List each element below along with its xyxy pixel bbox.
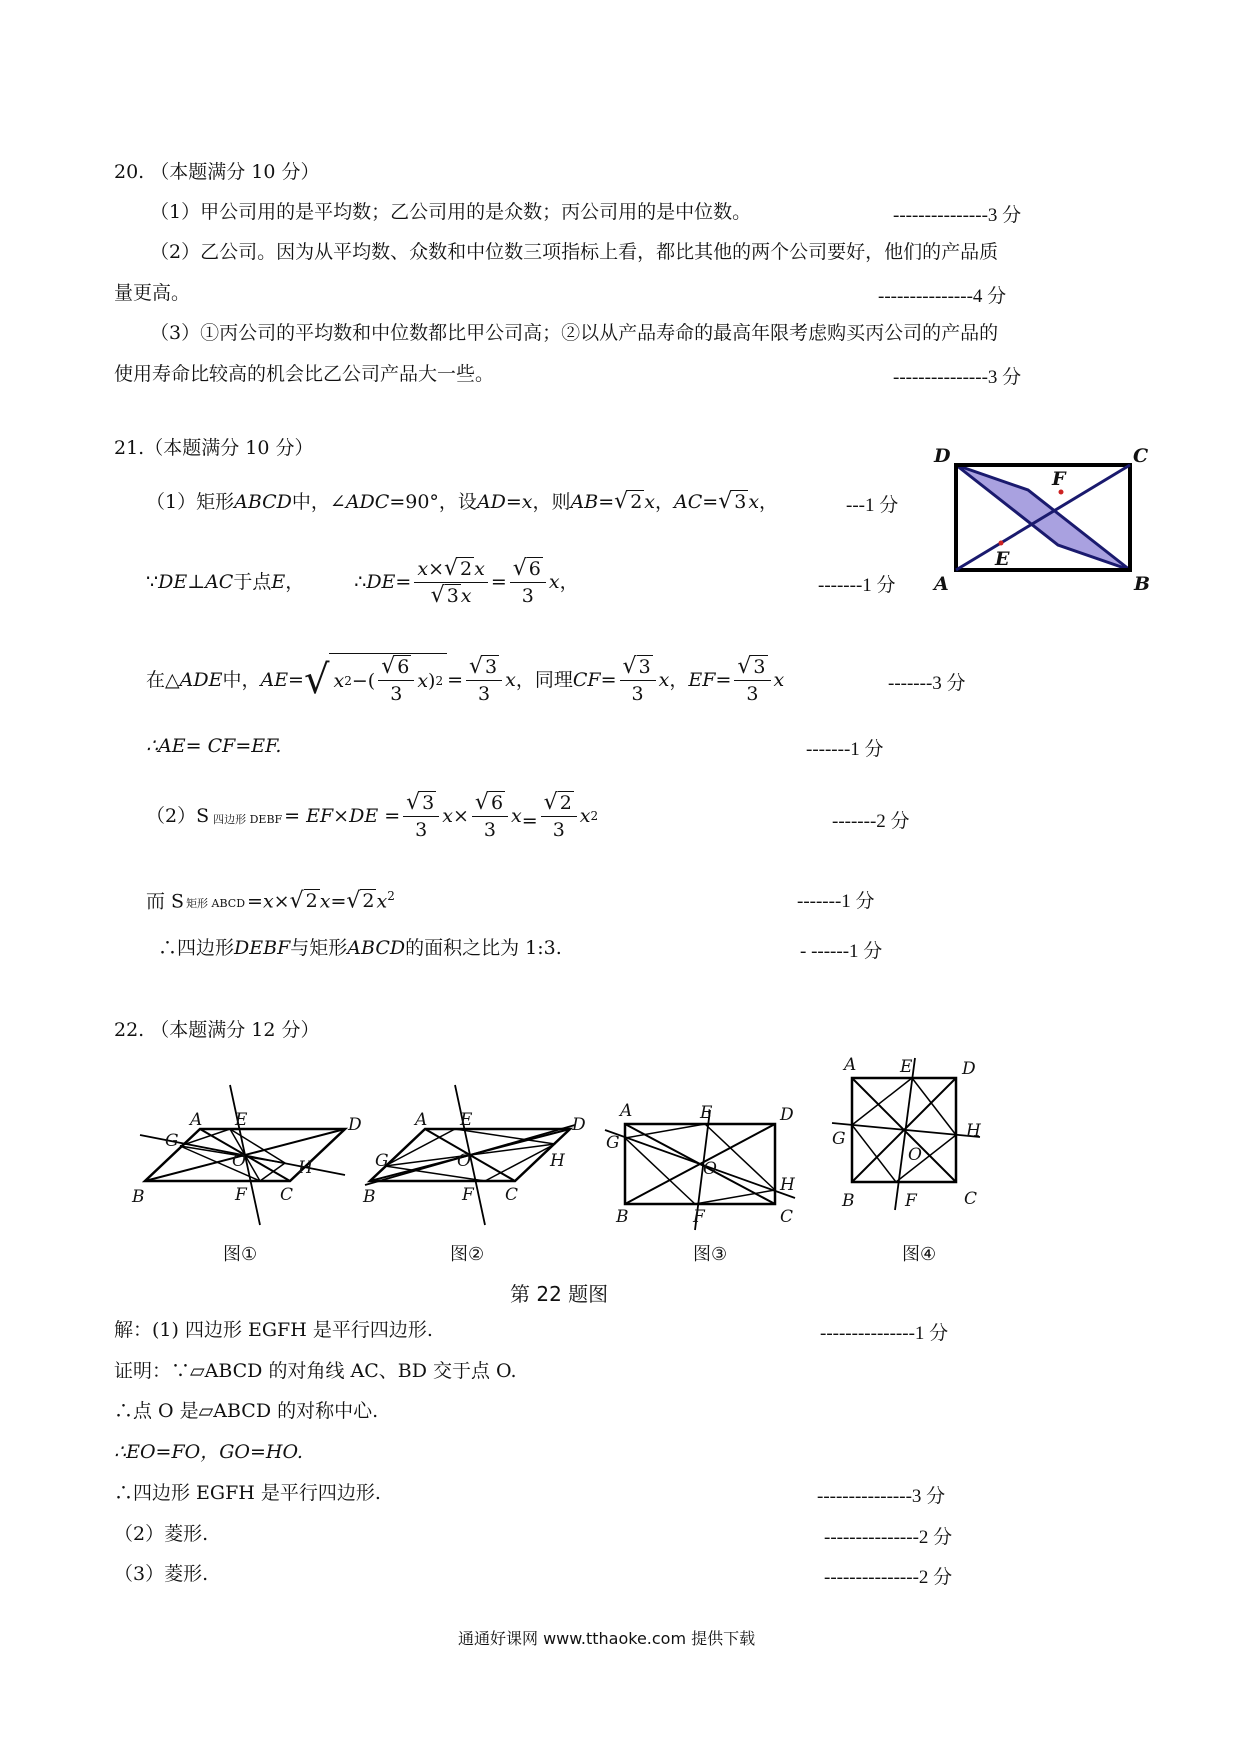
svg-text:E: E: [460, 1110, 473, 1130]
svg-text:D: D: [572, 1115, 586, 1135]
label-c: C: [1133, 445, 1149, 467]
svg-text:F: F: [905, 1191, 917, 1211]
label-d: D: [934, 445, 951, 467]
svg-text:F: F: [693, 1207, 705, 1227]
svg-text:B: B: [132, 1187, 145, 1207]
svg-text:G: G: [165, 1131, 179, 1151]
q20-part1: （1）甲公司用的是平均数；乙公司用的是众数；丙公司用的是中位数。: [150, 201, 752, 223]
q21-line4-score: -------1 分: [806, 739, 884, 760]
svg-text:B: B: [363, 1187, 376, 1207]
fig-caption-3: 图③: [693, 1244, 728, 1265]
svg-text:D: D: [962, 1059, 976, 1079]
q22-proof-1: 证明：∵▱ABCD 的对角线 AC、BD 交于点 O.: [114, 1360, 517, 1382]
svg-text:F: F: [462, 1185, 474, 1205]
label-a: A: [934, 573, 949, 595]
point-f: [1059, 490, 1064, 495]
label-f: F: [1052, 468, 1066, 490]
svg-text:H: H: [966, 1121, 981, 1141]
q22-proof-4: ∴四边形 EGFH 是平行四边形.: [114, 1482, 381, 1504]
q20-part3-line2: 使用寿命比较高的机会比乙公司产品大一些。: [114, 363, 495, 385]
label-b: B: [1134, 573, 1150, 595]
svg-text:H: H: [780, 1175, 795, 1195]
q22-part3: （3）菱形.: [114, 1563, 209, 1585]
svg-text:O: O: [457, 1151, 471, 1171]
q21-line4: ∴AE= CF=EF.: [146, 735, 282, 757]
svg-text:A: A: [620, 1101, 633, 1121]
q21-line2: ∵ DE⊥AC 于点 E ， ∴ DE= $\frac{x\times√ 2 x}{√ 3 x}$ = $\frac{√ 6}{3}$ x ，: [146, 555, 579, 608]
q21-line6-score: -------1 分: [797, 891, 875, 912]
q22-proof-4-score: ---------------3 分: [817, 1486, 946, 1507]
svg-text:O: O: [232, 1151, 246, 1171]
q21-line2-score: -------1 分: [818, 575, 896, 596]
fig-caption-2: 图②: [450, 1244, 485, 1265]
svg-text:E: E: [900, 1057, 913, 1077]
svg-text:C: C: [280, 1185, 294, 1205]
fig-caption-4: 图④: [902, 1244, 937, 1265]
svg-text:A: A: [415, 1110, 428, 1130]
q21-line3-score: -------3 分: [888, 673, 966, 694]
label-e: E: [995, 548, 1010, 570]
q21-rectangle-figure: [930, 440, 1150, 595]
svg-text:D: D: [348, 1115, 362, 1135]
q21-line3: 在△ ADE 中， AE= √ x 2 −( $\frac{√ 6}{3}$ x ) 2 = $\frac{√ 3}{3}$ x ， 同理 CF= $\frac{√ 3}{3}$ x ， EF= $\frac{√ 3}{3}$ x: [146, 653, 785, 705]
q21-line5-score: -------2 分: [832, 811, 910, 832]
q22-solution-1: 解：(1) 四边形 EGFH 是平行四边形.: [114, 1319, 433, 1341]
q22-part2: （2）菱形.: [114, 1523, 209, 1545]
svg-text:E: E: [235, 1110, 248, 1130]
figure-2: [362, 1085, 586, 1225]
figure-title: 第 22 题图: [510, 1282, 609, 1306]
figure-4: [832, 1055, 982, 1211]
svg-text:A: A: [190, 1110, 203, 1130]
svg-text:C: C: [505, 1185, 519, 1205]
point-e: [999, 541, 1004, 546]
svg-text:C: C: [780, 1207, 794, 1227]
q21-line5: （2）S 四边形 DEBF = EF×DE = $\frac{√ 3}{3}$ x × $\frac{√ 6}{3}$ x = $\frac{√ 2}{3}$ x 2: [146, 789, 599, 841]
svg-text:B: B: [842, 1191, 855, 1211]
q20-part2-score: ---------------4 分: [878, 286, 1007, 307]
q20-part3-score: ---------------3 分: [893, 367, 1022, 388]
fig-caption-1: 图①: [223, 1244, 258, 1265]
svg-text:O: O: [908, 1145, 922, 1165]
q22-part2-score: ---------------2 分: [824, 1527, 953, 1548]
q21-line7: ∴四边形DEBF与矩形ABCD的面积之比为 1:3.: [158, 937, 562, 959]
svg-text:F: F: [235, 1185, 247, 1205]
q20-part2-line1: （2）乙公司。因为从平均数、众数和中位数三项指标上看，都比其他的两个公司要好，他们的产品质: [150, 241, 999, 263]
q21-heading: 21.（本题满分 10 分）: [114, 437, 314, 459]
q20-part2-line2: 量更高。: [114, 282, 191, 304]
svg-text:E: E: [700, 1103, 713, 1123]
svg-text:B: B: [616, 1207, 629, 1227]
svg-text:G: G: [832, 1129, 846, 1149]
q22-heading: 22. （本题满分 12 分）: [114, 1019, 320, 1041]
figure-1: [131, 1085, 362, 1225]
q21-line1: （1）矩形ABCD中，∠ADC=90°，设AD=x，则AB=√ 2 x，AC=√ 3 x，: [146, 489, 779, 514]
svg-text:O: O: [703, 1159, 717, 1179]
q21-line1-score: ---1 分: [846, 495, 899, 516]
q21-line6: 而 S 矩形 ABCD =x×√ 2 x=√ 2 $x^2$: [146, 888, 395, 914]
svg-text:A: A: [844, 1055, 857, 1075]
svg-text:G: G: [606, 1133, 620, 1153]
q22-proof-3: ∴EO=FO，GO=HO.: [114, 1441, 303, 1463]
q20-part1-score: ---------------3 分: [893, 205, 1022, 226]
q22-solution-1-score: ---------------1 分: [820, 1323, 949, 1344]
svg-text:H: H: [298, 1158, 313, 1178]
q20-heading: 20. （本题满分 10 分）: [114, 161, 320, 183]
svg-text:C: C: [964, 1189, 978, 1209]
figure-3: [605, 1101, 796, 1230]
q22-part3-score: ---------------2 分: [824, 1567, 953, 1588]
footer: 通通好课网 www.tthaoke.com 提供下载: [458, 1629, 756, 1648]
q22-proof-2: ∴点 O 是▱ABCD 的对称中心.: [114, 1400, 379, 1422]
q22-figures: [120, 1050, 1000, 1250]
svg-text:G: G: [375, 1151, 389, 1171]
svg-text:D: D: [780, 1105, 794, 1125]
svg-text:H: H: [550, 1151, 565, 1171]
q20-part3-line1: （3）①丙公司的平均数和中位数都比甲公司高；②以从产品寿命的最高年限考虑购买丙公司的产品的: [150, 322, 999, 344]
q21-line7-score: - ------1 分: [800, 941, 883, 962]
